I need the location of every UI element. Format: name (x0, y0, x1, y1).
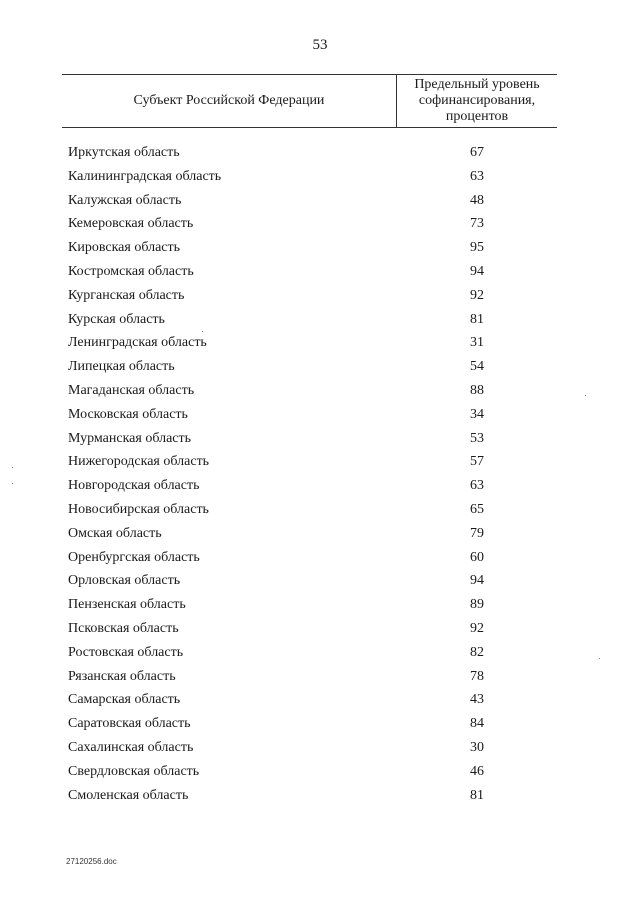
header-level-line2: софинансирования, (418, 93, 536, 108)
table-row (62, 502, 557, 526)
table-row (62, 478, 557, 502)
cofinancing-level: 57 (470, 454, 484, 470)
table-row (62, 169, 557, 193)
region-name: Курская область (68, 311, 165, 327)
table-row (62, 740, 557, 764)
table-row (62, 383, 557, 407)
region-name: Московская область (68, 406, 188, 422)
table-row (62, 216, 557, 240)
table-row (62, 597, 557, 621)
table-row (62, 764, 557, 788)
cofinancing-level: 94 (470, 263, 484, 279)
region-name: Самарская область (68, 692, 181, 708)
table-row (62, 312, 557, 336)
region-name: Новгородская область (68, 478, 200, 494)
table-row (62, 145, 557, 169)
cofinancing-level: 88 (470, 382, 484, 398)
table-row (62, 335, 557, 359)
cofinancing-level: 43 (470, 692, 484, 708)
table-row (62, 716, 557, 740)
table-row (62, 788, 557, 812)
footer-file-name: 27120256.doc (66, 857, 117, 866)
region-name: Новосибирская область (68, 501, 209, 517)
region-name: Оренбургская область (68, 549, 200, 565)
region-name: Липецкая область (68, 359, 175, 375)
cofinancing-level: 89 (470, 597, 484, 613)
cofinancing-level: 95 (470, 240, 484, 256)
table-row (62, 193, 557, 217)
cofinancing-level: 73 (470, 216, 484, 232)
region-name: Мурманская область (68, 430, 192, 446)
table-row (62, 288, 557, 312)
cofinancing-level: 31 (470, 335, 484, 351)
cofinancing-level: 81 (470, 311, 484, 327)
scan-speck (12, 483, 13, 484)
region-name: Нижегородская область (68, 454, 210, 470)
header-level (397, 75, 557, 127)
table-row (62, 454, 557, 478)
cofinancing-level: 92 (470, 287, 484, 303)
cofinancing-table (62, 74, 557, 803)
cofinancing-level: 84 (470, 716, 484, 732)
table-row (62, 550, 557, 574)
cofinancing-level: 60 (470, 549, 484, 565)
region-name: Рязанская область (68, 668, 176, 684)
page-number: 53 (312, 37, 328, 53)
table-row (62, 692, 557, 716)
cofinancing-level: 79 (470, 525, 484, 541)
table-row (62, 407, 557, 431)
table-row (62, 526, 557, 550)
cofinancing-level: 67 (470, 145, 484, 160)
cofinancing-level: 78 (470, 668, 484, 684)
cofinancing-level: 63 (470, 168, 484, 184)
header-level-line1: Предельный уровень (414, 77, 540, 92)
cofinancing-level: 34 (470, 406, 484, 422)
region-name: Курганская область (68, 287, 185, 303)
region-name: Калининградская область (68, 168, 222, 184)
scan-speck (12, 467, 13, 468)
region-name: Костромская область (68, 263, 194, 279)
cofinancing-level: 48 (470, 192, 484, 208)
table-row (62, 359, 557, 383)
table-body (62, 145, 557, 811)
region-name: Пензенская область (68, 597, 186, 613)
region-name: Ростовская область (68, 644, 184, 660)
cofinancing-level: 65 (470, 501, 484, 517)
region-name: Кемеровская область (68, 216, 194, 232)
region-name: Свердловская область (68, 763, 200, 779)
region-name: Иркутская область (68, 145, 180, 160)
scan-speck (202, 331, 203, 332)
table-row (62, 645, 557, 669)
scan-speck (599, 658, 600, 659)
table-row (62, 240, 557, 264)
cofinancing-level: 63 (470, 478, 484, 494)
header-level-line3: процентов (445, 109, 509, 124)
cofinancing-level: 92 (470, 620, 484, 636)
table-row (62, 621, 557, 645)
region-name: Омская область (68, 525, 162, 541)
cofinancing-level: 81 (470, 787, 484, 803)
region-name: Псковская область (68, 620, 179, 636)
cofinancing-level: 46 (470, 763, 484, 779)
region-name: Калужская область (68, 192, 182, 208)
table-header (62, 74, 557, 128)
table-row (62, 431, 557, 455)
region-name: Саратовская область (68, 716, 191, 732)
cofinancing-level: 30 (470, 739, 484, 755)
cofinancing-level: 54 (470, 359, 484, 375)
region-name: Смоленская область (68, 787, 189, 803)
region-name: Кировская область (68, 240, 181, 256)
region-name: Магаданская область (68, 382, 195, 398)
cofinancing-level: 53 (470, 430, 484, 446)
cofinancing-level: 82 (470, 644, 484, 660)
region-name: Ленинградская область (68, 335, 207, 351)
table-row (62, 264, 557, 288)
scan-speck (585, 395, 586, 396)
region-name: Орловская область (68, 573, 181, 589)
table-row (62, 573, 557, 597)
cofinancing-level: 94 (470, 573, 484, 589)
header-subject: Субъект Российской Федерации (133, 93, 325, 108)
region-name: Сахалинская область (68, 739, 194, 755)
table-row (62, 669, 557, 693)
